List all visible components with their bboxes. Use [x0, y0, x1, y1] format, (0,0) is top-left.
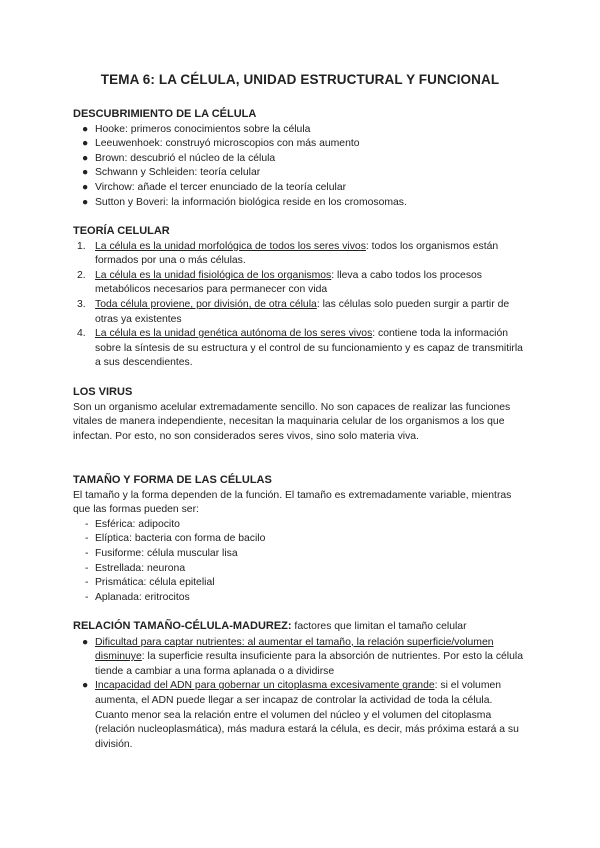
section-virus: [73, 385, 528, 444]
list-item: 2. La célula es la unidad fisiológica de los organismos: lleva a cabo todos los procesos metabólicos necesarios para permanecer con vida: [77, 269, 483, 296]
list-item: ● Sutton y Boveri: la información biológica reside en los cromosomas.: [73, 196, 528, 211]
list-item: - Estrellada: neurona: [73, 562, 528, 577]
list-item: - Fusiforme: célula muscular lisa: [73, 547, 528, 562]
list-item: - Aplanada: eritrocitos: [73, 591, 528, 606]
factors-list: [73, 636, 528, 753]
section-heading: DESCUBRIMIENTO DE LA CÉLULA: [73, 108, 257, 120]
dash-icon: -: [85, 547, 89, 559]
section-size-maturity: [73, 619, 528, 752]
bullet-icon: ●: [82, 680, 89, 692]
dash-icon: -: [85, 577, 89, 589]
list-item: - Esférica: adipocito: [73, 518, 528, 533]
discovery-list: [73, 123, 528, 211]
dash-icon: -: [85, 591, 89, 603]
section-cell-theory: [73, 224, 528, 371]
list-item: ● Hooke: primeros conocimientos sobre la célula: [73, 123, 528, 138]
virus-paragraph: Son un organismo acelular extremadamente sencillo. No son capaces de realizar las funciones vitales de manera independiente, necesitan la maquinaria celular de los organismos a los que infectan. Por esto, no son considerados seres vivos, sino solo materia viva.: [73, 401, 511, 442]
shapes-list: [73, 518, 528, 606]
section-heading: LOS VIRUS: [73, 386, 133, 398]
list-item: 4. La célula es la unidad genética autónoma de los seres vivos: contiene toda la información sobre la síntesis de su estructura y el control de su funcionamiento y es capaz de transmitirla a sus descendientes.: [77, 328, 523, 369]
section-discovery: [73, 107, 528, 210]
list-item: ● Virchow: añade el tercer enunciado de la teoría celular: [73, 181, 528, 196]
list-item: 1. La célula es la unidad morfológica de todos los seres vivos: todos los organismos están formados por una o más células.: [77, 240, 499, 267]
bullet-icon: ●: [82, 167, 89, 179]
dash-icon: -: [85, 518, 89, 530]
list-item: ● Schwann y Schleiden: teoría celular: [73, 166, 528, 181]
bullet-icon: ●: [82, 152, 89, 164]
list-item: ● Dificultad para captar nutrientes: al aumentar el tamaño, la relación superficie/volumen disminuye: la superficie resulta insuficiente para la absorción de nutrientes. Por esto la célula tiende a cambiar a una forma aplanada o a dividirse: [82, 636, 523, 677]
section-heading: RELACIÓN TAMAÑO-CÉLULA-MADUREZ: factores que limitan el tamaño celular: [73, 620, 467, 632]
section-heading: TEORÍA CELULAR: [73, 225, 170, 237]
bullet-icon: ●: [82, 123, 89, 135]
bullet-icon: ●: [82, 636, 89, 648]
list-item: - Prismática: célula epitelial: [73, 576, 528, 591]
dash-icon: -: [85, 533, 89, 545]
dash-icon: -: [85, 562, 89, 574]
section-size-shape: [73, 473, 528, 605]
list-item: 3. Toda célula proviene, por división, de otra célula: las células solo pueden surgir a partir de otras ya existentes: [77, 298, 510, 325]
list-item: ● Incapacidad del ADN para gobernar un citoplasma excesivamente grande: si el volumen aumenta, el ADN puede llegar a ser incapaz de controlar la actividad de toda la célula. Cuanto menor sea la relación entre el volumen del núcleo y el volumen del citoplasma (relación nucleoplasmática), más madura estará la célula, es decir, más próxima estará a su división.: [82, 680, 519, 750]
cell-theory-list: [73, 240, 528, 371]
list-item: ● Leeuwenhoek: construyó microscopios con más aumento: [73, 137, 528, 152]
list-item: - Elíptica: bacteria con forma de bacilo: [73, 532, 528, 547]
bullet-icon: ●: [82, 181, 89, 193]
bullet-icon: ●: [82, 196, 89, 208]
section-heading: TAMAÑO Y FORMA DE LAS CÉLULAS: [73, 474, 272, 486]
bullet-icon: ●: [82, 138, 89, 150]
page-title: TEMA 6: LA CÉLULA, UNIDAD ESTRUCTURAL Y FUNCIONAL: [100, 72, 500, 87]
list-item: ● Brown: descubrió el núcleo de la célula: [73, 152, 528, 167]
size-shape-paragraph: El tamaño y la forma dependen de la función. El tamaño es extremadamente variable, mientras que las formas pueden ser:: [73, 489, 512, 516]
